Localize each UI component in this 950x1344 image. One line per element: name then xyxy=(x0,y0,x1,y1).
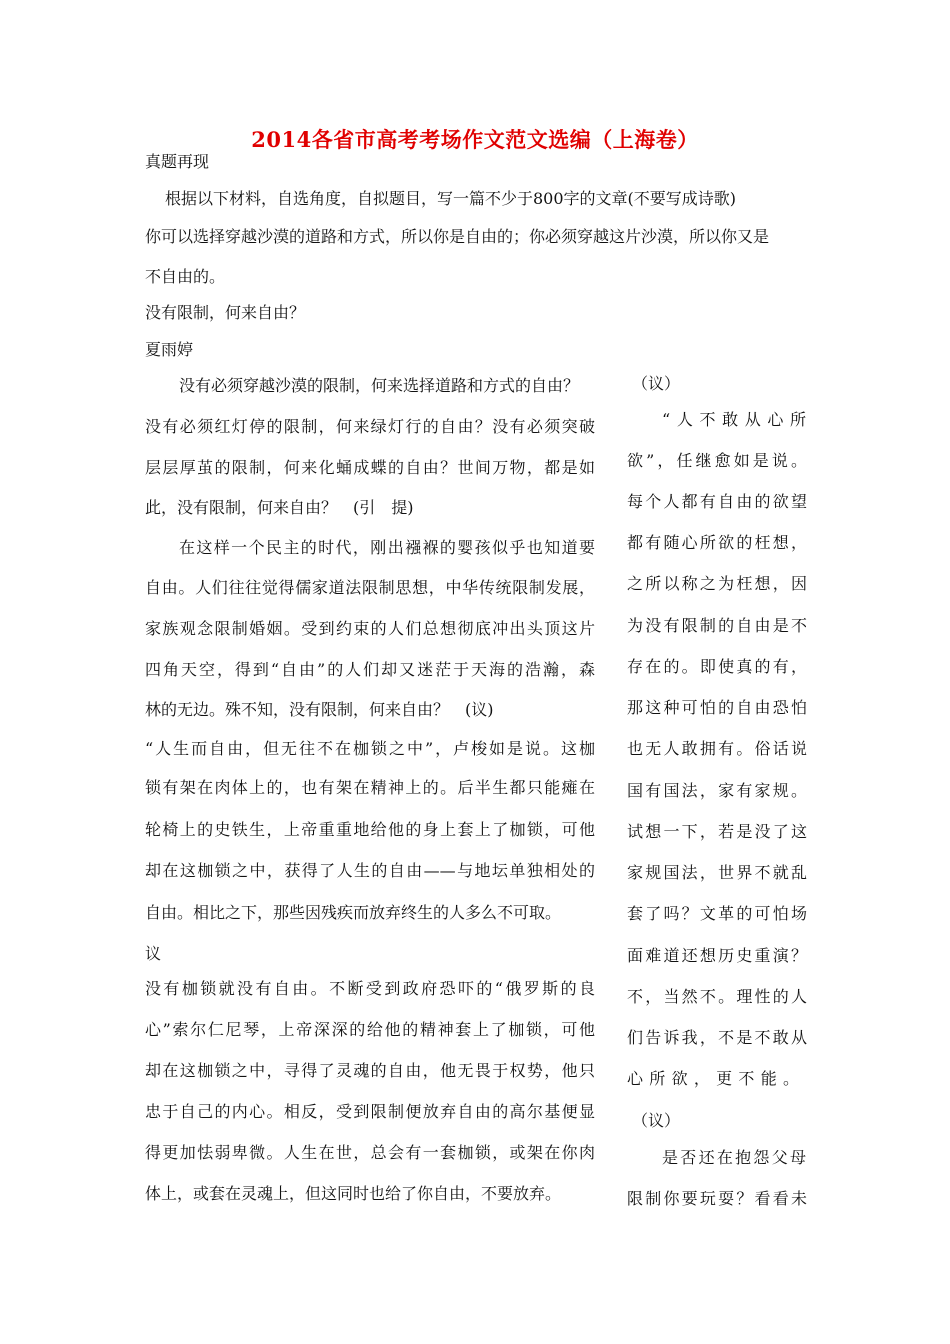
essay-line: 限制你要玩耍？看看未 xyxy=(627,1189,807,1208)
essay-line: 国有国法，家有家规。 xyxy=(627,781,807,800)
essay-line: 为没有限制的自由是不 xyxy=(627,616,807,635)
essay-line: 林的无边。殊不知，没有限制，何来自由？ (议) xyxy=(145,700,494,719)
essay-line: 此，没有限制，何来自由？ (引 提) xyxy=(145,498,414,517)
essay-line: 却在这枷锁之中，获得了人生的自由——与地坛单独相处的 xyxy=(145,861,595,880)
essay-line: 层层厚茧的限制，何来化蛹成蝶的自由？世间万物，都是如 xyxy=(145,458,595,477)
essay-line: 锁有架在肉体上的，也有架在精神上的。后半生都只能瘫在 xyxy=(145,778,595,797)
essay-line: 是否还在抱怨父母 xyxy=(662,1148,806,1167)
essay-line: 那这种可怕的自由恐怕 xyxy=(627,698,807,717)
prompt-instruction: 根据以下材料，自选角度，自拟题目，写一篇不少于800字的文章(不要写成诗歌) xyxy=(165,189,737,208)
essay-line: 自由。相比之下，那些因残疾而放弃终生的人多么不可取。 xyxy=(145,903,562,922)
essay-line: 面难道还想历史重演？ xyxy=(627,946,807,965)
essay-line: （议） xyxy=(632,374,681,393)
prompt-material-line: 不自由的。 xyxy=(145,267,226,286)
essay-line: 也无人敢拥有。俗话说 xyxy=(627,739,807,758)
essay-line: 试想一下，若是没了这 xyxy=(627,822,807,841)
essay-line: （议） xyxy=(632,1111,681,1130)
essay-line: 欲”，任继愈如是说。 xyxy=(627,451,807,470)
essay-title: 没有限制，何来自由？ xyxy=(145,303,306,322)
essay-line: 套了吗？文革的可怕场 xyxy=(627,904,807,923)
essay-line: 心”索尔仁尼琴，上帝深深的给他的精神套上了枷锁，可他 xyxy=(145,1020,595,1039)
document-title: 2014各省市高考考场作文范文选编（上海卷） xyxy=(251,127,699,152)
essay-line: 存在的。即使真的有， xyxy=(627,657,807,676)
essay-author: 夏雨婷 xyxy=(145,340,194,359)
essay-line: 没有枷锁就没有自由。不断受到政府恐吓的“俄罗斯的良 xyxy=(145,979,595,998)
essay-line: 心所欲，更不能。 xyxy=(627,1069,799,1088)
essay-line: “人生而自由，但无往不在枷锁之中”，卢梭如是说。这枷 xyxy=(145,739,595,758)
essay-line: 们告诉我，不是不敢从 xyxy=(627,1028,807,1047)
essay-line: “人不敢从心所 xyxy=(662,410,806,429)
essay-line: 议 xyxy=(145,944,162,963)
prompt-material-line: 你可以选择穿越沙漠的道路和方式，所以你是自由的；你必须穿越这片沙漠，所以你又是 xyxy=(145,227,770,246)
essay-line: 都有随心所欲的枉想， xyxy=(627,533,807,552)
essay-line: 不，当然不。理性的人 xyxy=(627,987,807,1006)
essay-line: 在这样一个民主的时代，刚出襁褓的婴孩似乎也知道要 xyxy=(179,538,595,557)
essay-line: 轮椅上的史铁生，上帝重重地给他的身上套上了枷锁，可他 xyxy=(145,820,595,839)
prompt-heading: 真题再现 xyxy=(145,152,210,171)
essay-line: 体上，或套在灵魂上，但这同时也给了你自由，不要放弃。 xyxy=(145,1184,562,1203)
essay-line: 却在这枷锁之中，寻得了灵魂的自由，他无畏于权势，他只 xyxy=(145,1061,595,1080)
essay-line: 家族观念限制婚姻。受到约束的人们总想彻底冲出头顶这片 xyxy=(145,619,595,638)
essay-line: 没有必须穿越沙漠的限制，何来选择道路和方式的自由？ xyxy=(179,376,580,395)
essay-line: 得更加怯弱卑微。人生在世，总会有一套枷锁，或架在你肉 xyxy=(145,1143,595,1162)
essay-line: 没有必须红灯停的限制，何来绿灯行的自由？没有必须突破 xyxy=(145,417,595,436)
essay-line: 自由。人们往往觉得儒家道法限制思想，中华传统限制发展， xyxy=(145,578,595,597)
essay-line: 每个人都有自由的欲望 xyxy=(627,492,807,511)
essay-line: 之所以称之为枉想，因 xyxy=(627,574,807,593)
essay-line: 忠于自己的内心。相反，受到限制便放弃自由的高尔基便显 xyxy=(145,1102,595,1121)
essay-line: 四角天空，得到“自由”的人们却又迷茫于天海的浩瀚，森 xyxy=(145,660,595,679)
essay-line: 家规国法，世界不就乱 xyxy=(627,863,807,882)
